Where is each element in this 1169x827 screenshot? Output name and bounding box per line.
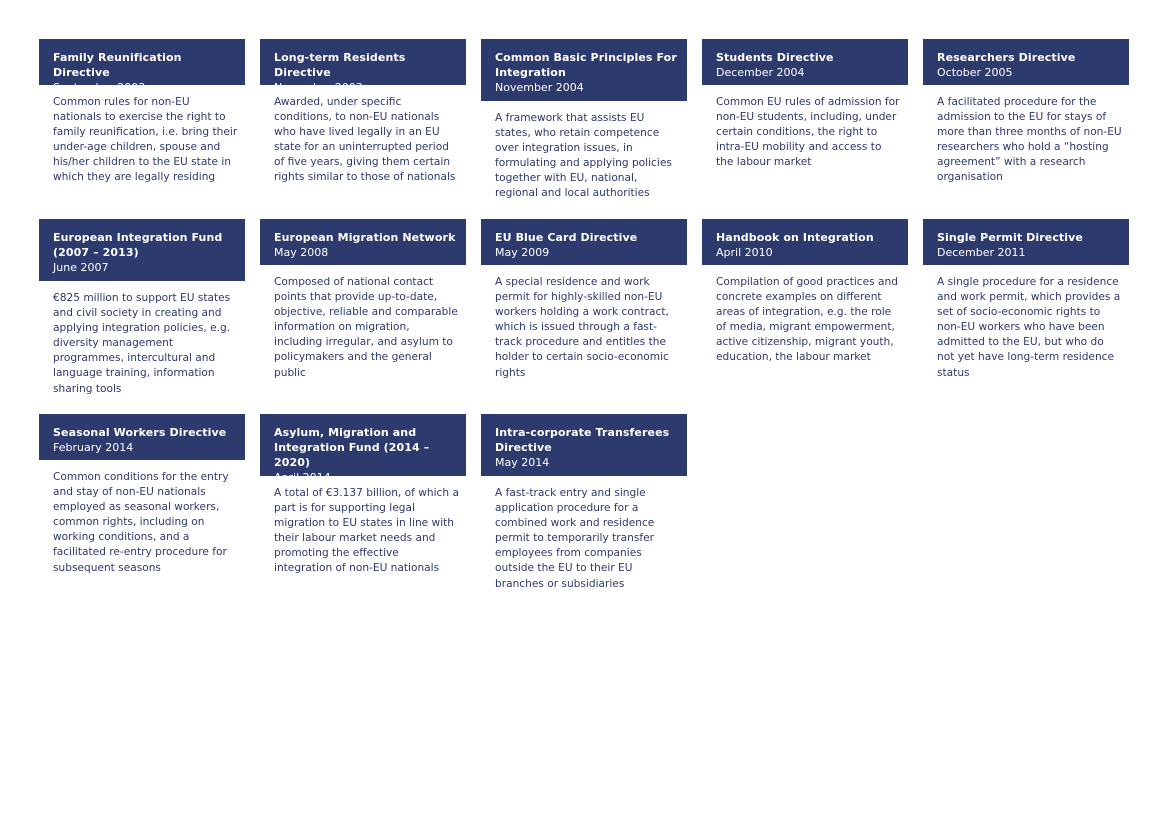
card-students-directive <box>702 39 908 170</box>
card-header <box>260 414 466 484</box>
card-date: November 2004 <box>495 81 584 94</box>
card-description: Common conditions for the entry and stay of non-EU nationals employed as seasonal workers, common rights, including on working conditions, and a facilitated re-entry procedure for subsequent seasons <box>53 471 229 574</box>
card-date: December 2004 <box>716 66 805 79</box>
card-eu-blue-card-directive <box>481 219 687 381</box>
card-common-basic-principles <box>481 39 687 202</box>
card-title: Researchers Directive <box>937 51 1076 64</box>
card-date: May 2014 <box>495 456 550 469</box>
card-date: June 2007 <box>53 261 109 274</box>
card-description: A single procedure for a residence and work permit, which provides a set of socio-economic rights to non-EU workers who have been admitted to the EU, but who do not yet have long-term residence status <box>937 276 1121 379</box>
card-description: Common rules for non-EU nationals to exercise the right to family reunification, i.e. bring their under-age children, spouse and his/her children to the EU state in which they are legally residing <box>53 96 238 184</box>
card-date: December 2011 <box>937 246 1026 259</box>
card-date: April 2014 <box>274 471 331 484</box>
card-date: May 2009 <box>495 246 550 259</box>
card-header <box>481 39 687 101</box>
card-single-permit-directive <box>923 219 1129 381</box>
card-intra-corporate-transferees-directive <box>481 414 687 592</box>
card-description: A special residence and work permit for highly-skilled non-EU workers holding a work contract, which is issued through a fast-track procedure and entitles the holder to certain socio-economic rights <box>495 276 669 379</box>
card-asylum-migration-integration-fund <box>260 414 466 577</box>
card-description: A fast-track entry and single application procedure for a combined work and residence permit to temporarily transfer employees from companies outside the EU to their EU branches or subsidiaries <box>495 487 655 590</box>
card-researchers-directive <box>923 39 1129 186</box>
card-title: Long-term Residents Directive <box>274 51 406 79</box>
card-description: Compilation of good practices and concrete examples on different areas of integration, e.g. the role of media, migrant empowerment, active citizenship, migrant youth, education, the labour market <box>716 276 898 364</box>
card-header <box>481 219 687 265</box>
card-title: European Integration Fund (2007 – 2013) <box>53 231 223 259</box>
card-description: A facilitated procedure for the admission to the EU for stays of more than three months of non-EU researchers who hold a “hosting agreement” with a research organisation <box>937 96 1122 184</box>
card-header <box>923 219 1129 265</box>
card-description: €825 million to support EU states and civil society in creating and applying integration policies, e.g. diversity management programmes, intercultural and language training, information sharing tools <box>53 292 231 395</box>
card-header <box>39 219 245 281</box>
card-header <box>481 414 687 476</box>
card-description: Composed of national contact points that provide up-to-date, objective, reliable and comparable information on migration, including irregular, and asylum to policymakers and the general public <box>274 276 458 379</box>
card-date: April 2010 <box>716 246 773 259</box>
card-title: Family Reunification Directive <box>53 51 182 79</box>
card-title: Common Basic Principles For Integration <box>495 51 677 79</box>
card-title: European Migration Network <box>274 231 456 244</box>
card-date: May 2008 <box>274 246 329 259</box>
card-header <box>39 414 245 460</box>
card-date: November 2003 <box>274 81 363 94</box>
card-title: Asylum, Migration and Integration Fund (2014 – 2020) <box>274 426 430 469</box>
card-description: A total of €3.137 billion, of which a part is for supporting legal migration to EU states in line with their labour market needs and promoting the effective integration of non-EU nationals <box>274 487 459 575</box>
card-title: Single Permit Directive <box>937 231 1083 244</box>
card-handbook-on-integration <box>702 219 908 366</box>
card-description: Common EU rules of admission for non-EU students, including, under certain conditions, the right to intra-EU mobility and access to the labour market <box>716 96 900 169</box>
card-title: Handbook on Integration <box>716 231 874 244</box>
card-header <box>923 39 1129 85</box>
card-header <box>702 39 908 85</box>
card-title: EU Blue Card Directive <box>495 231 638 244</box>
card-date: October 2005 <box>937 66 1013 79</box>
card-header <box>702 219 908 265</box>
card-date: September 2003 <box>53 81 146 94</box>
card-european-integration-fund <box>39 219 245 397</box>
card-long-term-residents-directive <box>260 39 466 186</box>
card-title: Students Directive <box>716 51 834 64</box>
card-european-migration-network <box>260 219 466 381</box>
card-description: Awarded, under specific conditions, to non-EU nationals who have lived legally in an EU state for an uninterrupted period of five years, giving them certain rights similar to those of nationals <box>274 96 456 184</box>
card-date: February 2014 <box>53 441 134 454</box>
card-family-reunification-directive <box>39 39 245 186</box>
card-header <box>260 219 466 265</box>
card-title: Seasonal Workers Directive <box>53 426 227 439</box>
card-title: Intra-corporate Transferees Directive <box>495 426 670 454</box>
card-description: A framework that assists EU states, who retain competence over integration issues, in formulating and applying policies together with EU, national, regional and local authorities <box>495 112 672 200</box>
card-header <box>39 39 245 94</box>
card-seasonal-workers-directive <box>39 414 245 576</box>
card-header <box>260 39 466 94</box>
